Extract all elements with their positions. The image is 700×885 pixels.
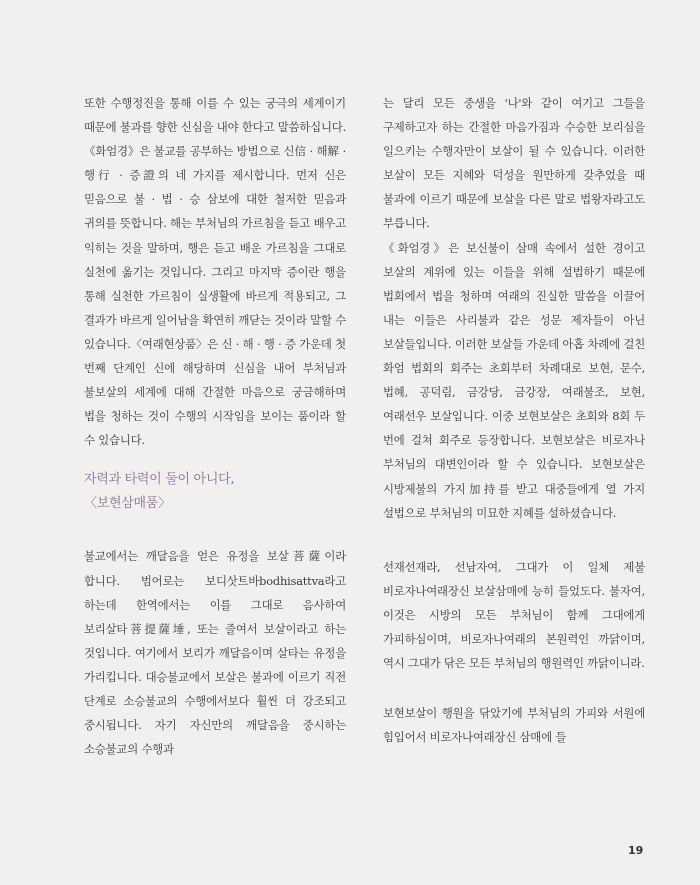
right-column bbox=[383, 91, 645, 749]
body-paragraph: 는 달리 모든 중생을 '나'와 같이 여기고 그들을 구제하고자 하는 간절한 마음가짐과 수승한 보리심을 일으키는 수행자만이 보살이 될 수 있습니다. 이러한 보살이 모든 지혜와 덕성을 원만하게 갖추었을 때 불과에 이르기 때문에 보살을 다른 말로 법왕자라고도 부릅니다. bbox=[383, 96, 645, 231]
body-paragraph: 보현보살이 행원을 닦았기에 부처님의 가피와 서원에 힘입어서 비로자나여래장신 삼매에 들 bbox=[383, 706, 645, 745]
section-heading-line: 자력과 타력이 둘이 아니다, bbox=[84, 472, 235, 488]
section-heading bbox=[84, 468, 346, 516]
page-number: 19 bbox=[628, 844, 644, 857]
section-heading-line: 〈보현삼매품〉 bbox=[84, 496, 171, 512]
body-paragraph: 《화엄경》은 보신불이 삼매 속에서 설한 경이고 보살의 계위에 있는 이들을 위해 설법하기 때문에 법회에서 법을 청하며 여래의 진실한 말씀을 이끌어 내는 이들은 사리불과 같은 성문 제자들이 아닌 보살들입니다. 이러한 보살들 가운데 아홉 차례에 걸친 화엄 법회의 회주는 초회부터 차례대로 보현, 문수, 법혜, 공덕림, 금강당, 금강장, 여래불조, 보현, 여래선우 보살입니다. 이중 보현보살은 초회와 8회 두 번에 걸쳐 회주로 등장합니다. 보현보살은 비로자나 부처님의 대변인이라 할 수 있습니다. 보현보살은 시방제불의 가지加持를 받고 대중들에게 열 가지 설법으로 부처님의 미묘한 지혜를 설하셨습니다. bbox=[383, 240, 645, 520]
quote-paragraph: 선재선재라, 선남자여, 그대가 이 일체 제불 비로자나여래장신 보살삼매에 능히 들었도다. 불자여, 이것은 시방의 모든 부처님이 함께 그대에게 가피하심이며, 비로자나여래의 본원력인 까닭이며, 역시 그대가 닦은 모든 부처님의 행원력인 까닭이니라. bbox=[383, 559, 645, 671]
left-column bbox=[84, 91, 346, 761]
body-paragraph: 또한 수행정진을 통해 이를 수 있는 궁극의 세계이기 때문에 불과를 향한 신심을 내야 한다고 말씀하십니다.《화엄경》은 불교를 공부하는 방법으로 신信 · 해解 · 행行 · 증證의 네 가지를 제시합니다. 먼저 신은 믿음으로 불 · 법 · 승 삼보에 대한 철저한 믿음과 귀의를 뜻합니다. 해는 부처님의 가르침을 듣고 배우고 익히는 것을 말하며, 행은 듣고 배운 가르침을 그대로 실천에 옮기는 것입니다. 그리고 마지막 증이란 행을 통해 실천한 가르침이 실생활에 바르게 적용되고, 그 결과가 바르게 일어남을 확연히 깨닫는 것이라 말할 수 있습니다.〈여래현상품〉은 신 · 해 · 행 · 증 가운데 첫 번째 단계인 신에 해당하며 신심을 내어 부처님과 불보살의 세계에 대해 간절한 마음으로 궁금해하며 법을 청하는 것이 수행의 시작임을 보이는 품이라 할 수 있습니다. bbox=[84, 96, 346, 448]
body-paragraph: 불교에서는 깨달음을 얻은 유정을 보살菩薩이라 합니다. 범어로는 보디삿트바bodhisattva라고 하는데 한역에서는 이를 그대로 음사하여 보리살타菩提薩埵, 또는 줄여서 보살이라고 하는 것입니다. 여기에서 보리가 깨달음이며 살타는 유정을 가리킵니다. 대승불교에서 보살은 불과에 이르기 직전 단계로 소승불교의 수행에서보다 훨씬 더 강조되고 중시됩니다. 자기 자신만의 깨달음을 중시하는 소승불교의 수행과 bbox=[84, 549, 346, 757]
